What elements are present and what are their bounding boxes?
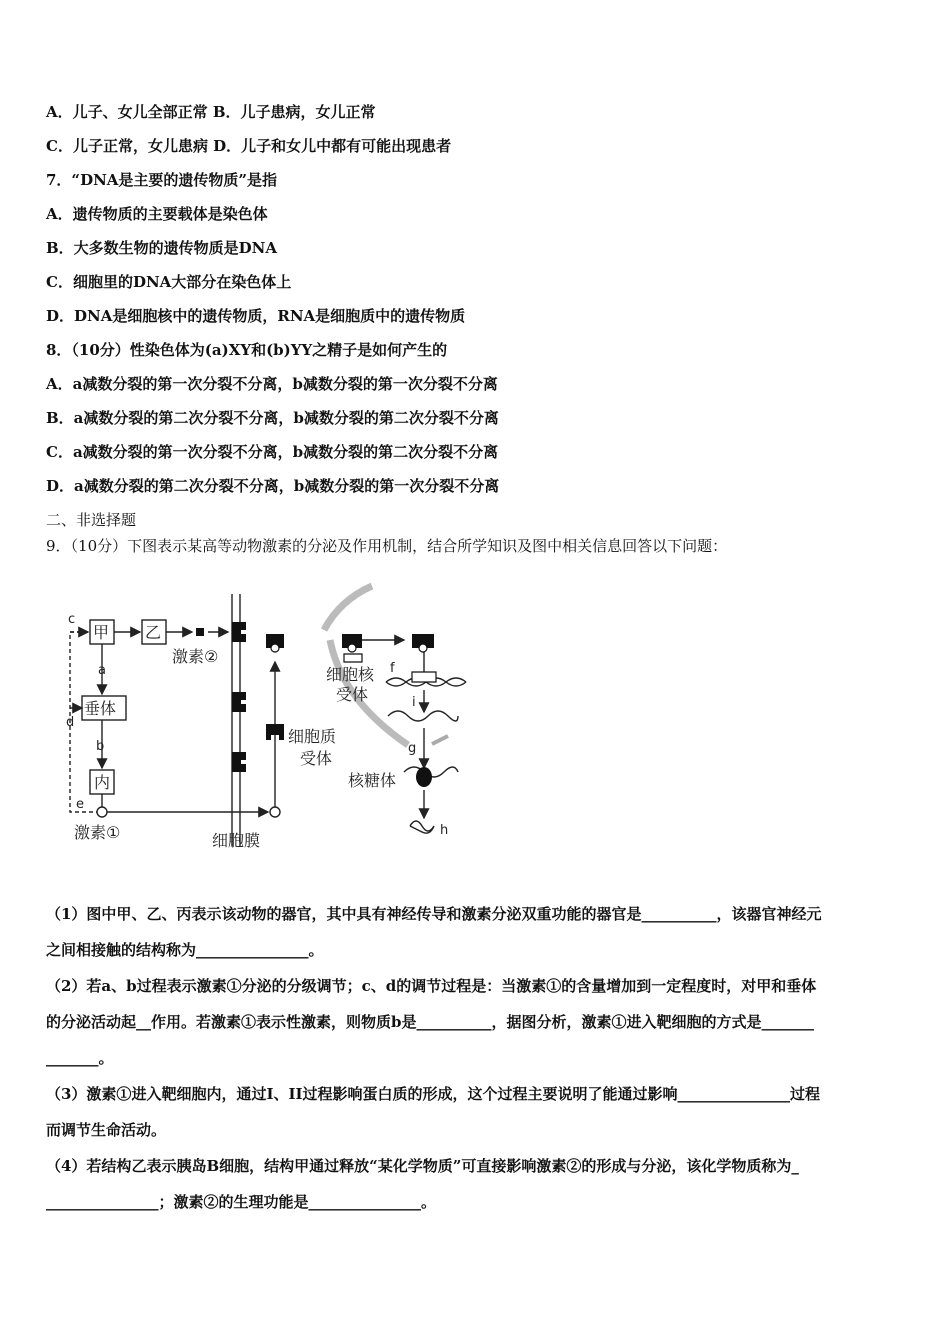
q8-option-d: D．a减数分裂的第二次分裂不分离，b减数分裂的第一次分裂不分离 <box>46 477 500 495</box>
q9-part3-line2: 而调节生命活动。 <box>46 1121 167 1139</box>
hormone-mechanism-diagram <box>60 580 480 860</box>
label-ribosome: 核糖体 <box>348 771 397 790</box>
q9-part2-line3: _______。 <box>46 1049 114 1067</box>
q9-part3-line1: （3）激素①进入靶细胞内，通过I、II过程影响蛋白质的形成，这个过程主要说明了能通过影响_______________过程 <box>46 1085 820 1103</box>
label-e: e <box>76 797 84 812</box>
q8-option-a: A．a减数分裂的第一次分裂不分离，b减数分裂的第一次分裂不分离 <box>46 375 498 393</box>
label-membrane: 细胞膜 <box>212 831 261 850</box>
label-a: a <box>98 663 106 678</box>
q9-part4-line2: _______________；激素②的生理功能是_______________。 <box>46 1193 437 1211</box>
q9-part1-line2: 之间相接触的结构称为_______________。 <box>46 941 324 959</box>
q8-option-c: C．a减数分裂的第一次分裂不分离，b减数分裂的第二次分裂不分离 <box>46 443 499 461</box>
label-jia: 甲 <box>93 623 110 642</box>
label-h: h <box>440 823 449 838</box>
q9-part1-line1: （1）图中甲、乙、丙表示该动物的器官，其中具有神经传导和激素分泌双重功能的器官是__________，该器官神经元 <box>46 905 822 923</box>
label-nei: 内 <box>94 773 111 792</box>
q7-stem: 7．“DNA是主要的遗传物质”是指 <box>46 171 278 189</box>
label-yi: 乙 <box>145 623 162 642</box>
q9-part1 <box>46 896 908 1220</box>
q7-option-c: C．细胞里的DNA大部分在染色体上 <box>46 273 292 291</box>
q7-option-d: D．DNA是细胞核中的遗传物质，RNA是细胞质中的遗传物质 <box>46 307 466 325</box>
label-d: d <box>66 715 75 730</box>
q6-options-cd: C．儿子正常，女儿患病 D．儿子和女儿中都有可能出现患者 <box>46 137 452 155</box>
q9-part4-line1: （4）若结构乙表示胰岛B细胞，结构甲通过释放“某化学物质”可直接影响激素②的形成与分泌，该化学物质称为_ <box>46 1157 799 1175</box>
label-nuc-receptor-2: 受体 <box>336 685 369 704</box>
label-i: i <box>412 695 416 710</box>
label-g: g <box>408 741 417 756</box>
label-b: b <box>96 739 105 754</box>
label-hormone2: 激素② <box>172 647 219 666</box>
label-hormone1: 激素① <box>74 823 121 842</box>
q9-part2-line2: 的分泌活动起__作用。若激素①表示性激素，则物质b是__________，据图分析，激素①进入靶细胞的方式是_______ <box>46 1013 814 1031</box>
q7-option-a: A．遗传物质的主要载体是染色体 <box>46 205 268 223</box>
q6-options-ab: A．儿子、女儿全部正常 B．儿子患病，女儿正常 <box>46 103 376 121</box>
label-c: c <box>68 612 76 627</box>
q8-stem: 8．（10分）性染色体为(a)XY和(b)YY之精子是如何产生的 <box>46 341 448 359</box>
label-cyto-receptor-2: 受体 <box>300 749 333 768</box>
q8-option-b: B．a减数分裂的第二次分裂不分离，b减数分裂的第二次分裂不分离 <box>46 409 499 427</box>
section-heading: 二、非选择题 <box>46 511 137 529</box>
label-f: f <box>390 661 395 676</box>
label-nuc-receptor-1: 细胞核 <box>326 665 375 684</box>
label-chuiti: 垂体 <box>84 699 117 718</box>
label-cyto-receptor-1: 细胞质 <box>288 727 337 746</box>
q7-option-b: B．大多数生物的遗传物质是DNA <box>46 239 278 257</box>
q9-stem: 9．（10分）下图表示某高等动物激素的分泌及作用机制，结合所学知识及图中相关信息回答以下问题： <box>46 537 728 555</box>
q9-part2-line1: （2）若a、b过程表示激素①分泌的分级调节；c、d的调节过程是：当激素①的含量增加到一定程度时，对甲和垂体 <box>46 977 817 995</box>
